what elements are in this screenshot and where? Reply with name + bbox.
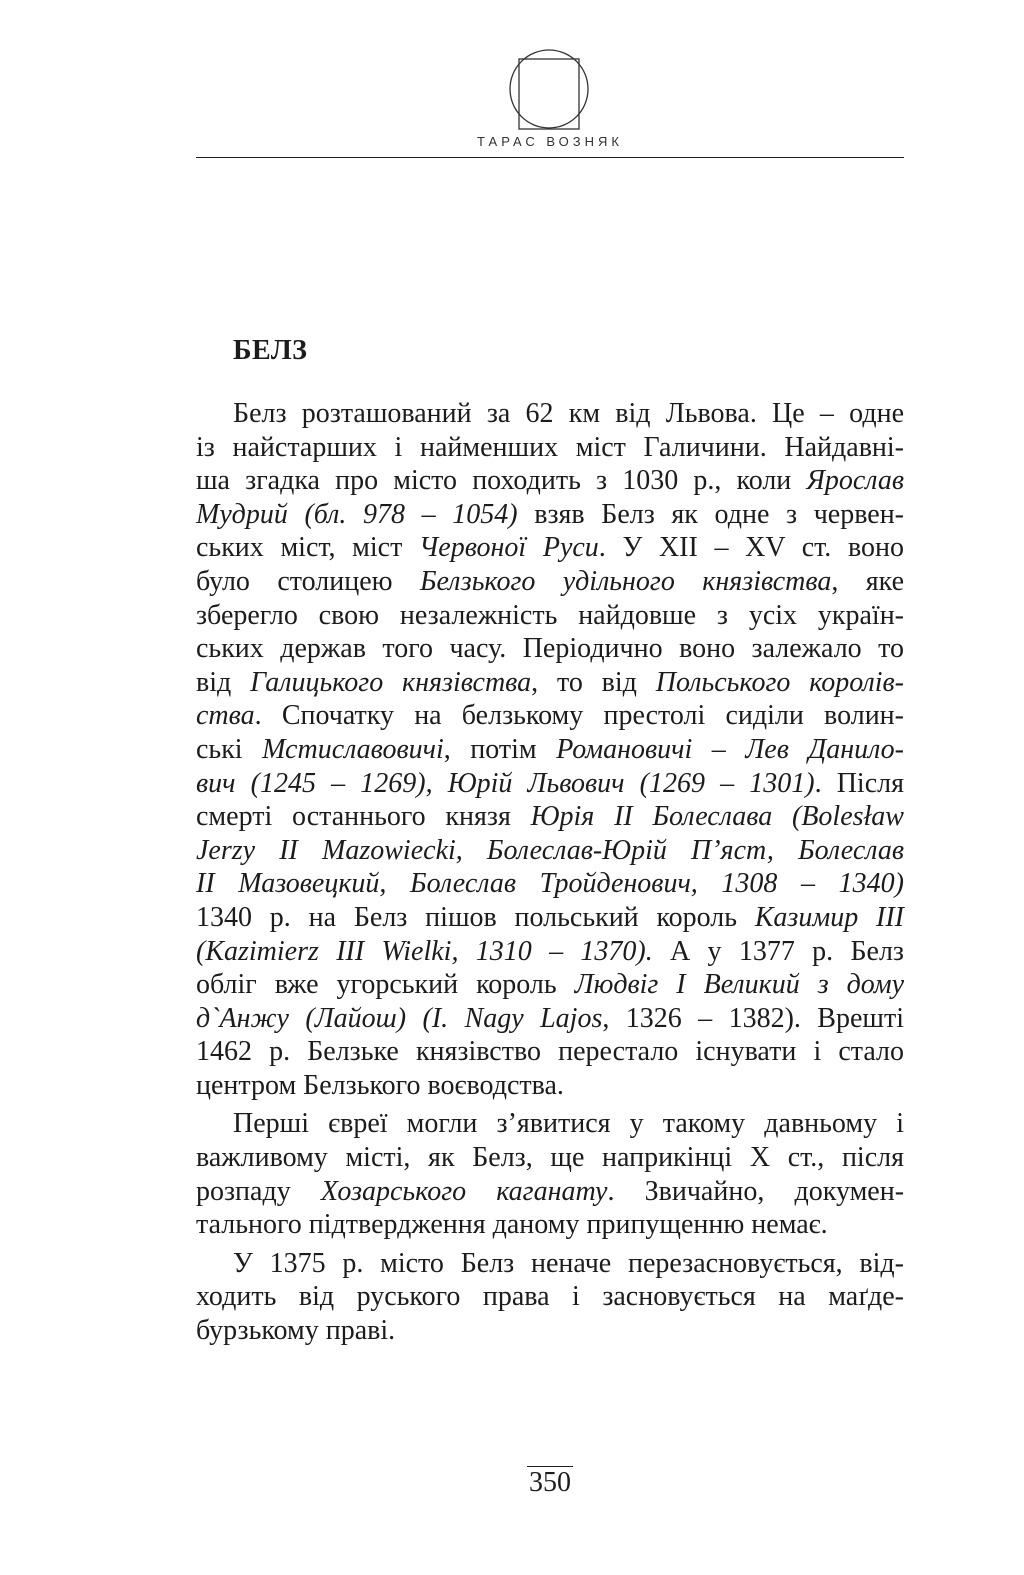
page-number [0,1467,1024,1499]
text-line: бурзькому праві. [196,1315,396,1347]
text-line: від Галицького князівства, то від Польського королів- [196,666,904,698]
text-line: Jerzy II Mazowiecki, Болеслав-Юрій П’яст, Болеслав [196,834,904,866]
text-line: У 1375 р. місто Белз неначе перезасновується, від- [233,1247,904,1279]
circle-square-logo-icon [508,48,590,130]
text-line: ша згадка про місто походить з 1030 р., коли Ярослав [196,465,904,497]
text-line: ходить від руського права і засновується на маґде- [196,1281,904,1313]
text-line: Мудрий (бл. 978 – 1054) взяв Белз як одне з червен- [196,498,905,530]
text-line: Белз розташований за 62 км від Львова. Це – одне [233,398,904,429]
text-line: ських держав того часу. Періодично воно залежало то [196,633,904,665]
text-line: смерті останнього князя Юрія II Болеслава (Bolesław [196,801,904,833]
text-line: ських міст, міст Червоної Руси. У XII – XV ст. воно [196,532,904,564]
text-line: розпаду Хозарського каганату. Звичайно, докумен- [196,1175,905,1207]
body-text [196,397,904,1348]
text-line: обліг вже угорський король Людвіг І Великий з дому [196,969,905,1001]
text-line: ські Мстиславовичі, потім Романовичі – Лев Данило- [196,733,904,765]
text-line: 1462 р. Белзьке князівство перестало існувати і стало [196,1036,904,1068]
header-rule [196,157,904,158]
text-line: було столицею Белзького удільного князівства, яке [196,565,905,597]
text-line: Перші євреї могли з’явитися у такому давньому і [233,1108,904,1140]
text-line: тального підтвердження даному припущенню немає. [196,1209,828,1241]
text-line: ства. Спочатку на белзькому престолі сиділи волин- [196,700,904,732]
text-line: д`Анжу (Лайош) (I. Nagy Lajos, 1326 – 1382). Врешті [196,1002,904,1034]
text-line: вич (1245 – 1269), Юрій Львович (1269 – 1301). Після [196,767,904,799]
page-number-value: 350 [529,1467,571,1498]
section-title: БЕЛЗ [233,335,308,366]
text-line: II Мазовецкий, Болеслав Тройденович, 1308 – 1340) [196,868,904,900]
text-line: із найстарших і найменших міст Галичини. Найдавні- [196,431,904,463]
text-line: важливому місті, як Белз, ще наприкінці X ст., після [196,1142,904,1174]
text-line: 1340 р. на Белз пішов польський король Казимир III [196,901,904,933]
text-line: зберегло свою незалежність найдовше з усіх україн- [196,599,904,631]
text-line: (Kazimierz III Wielki, 1310 – 1370). А у 1377 р. Белз [196,935,904,967]
text-line: центром Белзького воєводства. [196,1069,564,1101]
running-head: ТАРАС ВОЗНЯК [477,134,623,149]
